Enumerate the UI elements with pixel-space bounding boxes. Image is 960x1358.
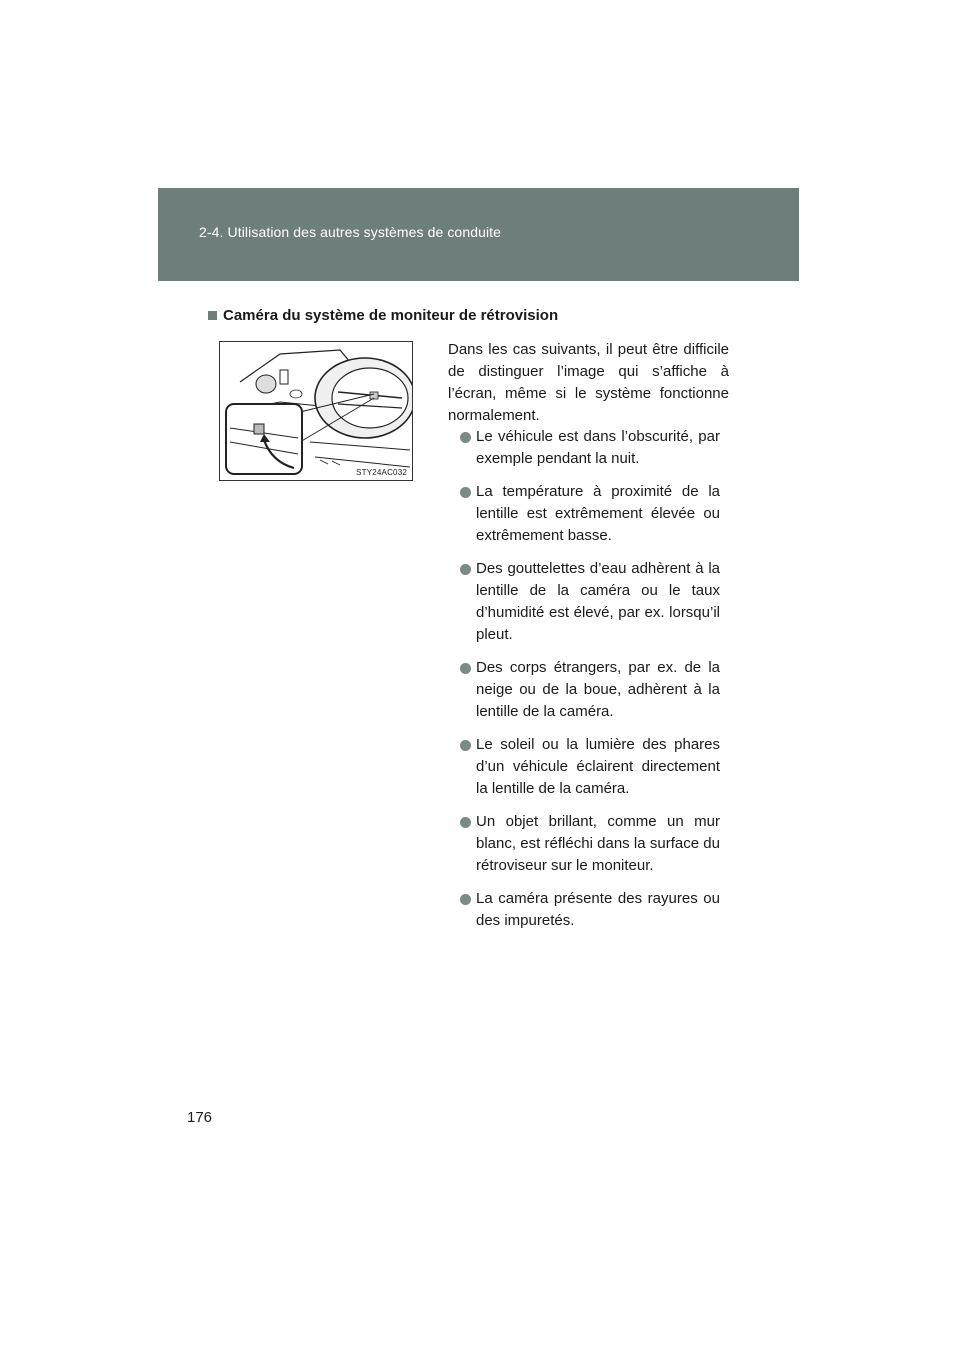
list-item-text: Un objet brillant, comme un mur blanc, est réfléchi dans la surface du rétroviseur sur le moniteur. — [476, 813, 720, 874]
vehicle-rear-drawing — [220, 342, 413, 481]
page-number: 176 — [187, 1109, 213, 1126]
chapter-header-title: 2-4. Utilisation des autres systèmes de conduite — [199, 224, 502, 240]
bullet-dot-icon — [460, 817, 471, 828]
chapter-header-band — [158, 188, 799, 281]
list-item-text: Le véhicule est dans l’obscurité, par exemple pendant la nuit. — [476, 428, 720, 467]
list-item-text: Des gouttelettes d’eau adhèrent à la lentille de la caméra ou le taux d’humidité est élevé, par ex. lorsqu’il pleut. — [476, 560, 720, 643]
bullet-dot-icon — [460, 894, 471, 905]
list-item — [460, 657, 720, 723]
conditions-list — [460, 426, 720, 943]
list-item — [460, 811, 720, 877]
list-item-text: La température à proximité de la lentille est extrêmement élevée ou extrêmement basse. — [476, 483, 720, 544]
list-item-text: Des corps étrangers, par ex. de la neige ou de la boue, adhèrent à la lentille de la caméra. — [476, 659, 720, 720]
figure-code-label: STY24AC032 — [356, 468, 407, 477]
bullet-dot-icon — [460, 663, 471, 674]
section-title-text: Caméra du système de moniteur de rétrovision — [223, 307, 559, 324]
camera-location-illustration — [219, 341, 413, 481]
list-item-text: La caméra présente des rayures ou des impuretés. — [476, 890, 720, 929]
list-item — [460, 426, 720, 470]
intro-paragraph: Dans les cas suivants, il peut être difficile de distinguer l’image qui s’affiche à l’écran, même si le système fonctionne normalement. — [448, 341, 729, 424]
section-title — [208, 307, 558, 324]
list-item — [460, 558, 720, 646]
list-item — [460, 888, 720, 932]
bullet-dot-icon — [460, 432, 471, 443]
bullet-dot-icon — [460, 740, 471, 751]
list-item — [460, 481, 720, 547]
square-bullet-icon — [208, 311, 217, 320]
bullet-dot-icon — [460, 564, 471, 575]
list-item-text: Le soleil ou la lumière des phares d’un véhicule éclairent directement la lentille de la caméra. — [476, 736, 720, 797]
bullet-dot-icon — [460, 487, 471, 498]
list-item — [460, 734, 720, 800]
